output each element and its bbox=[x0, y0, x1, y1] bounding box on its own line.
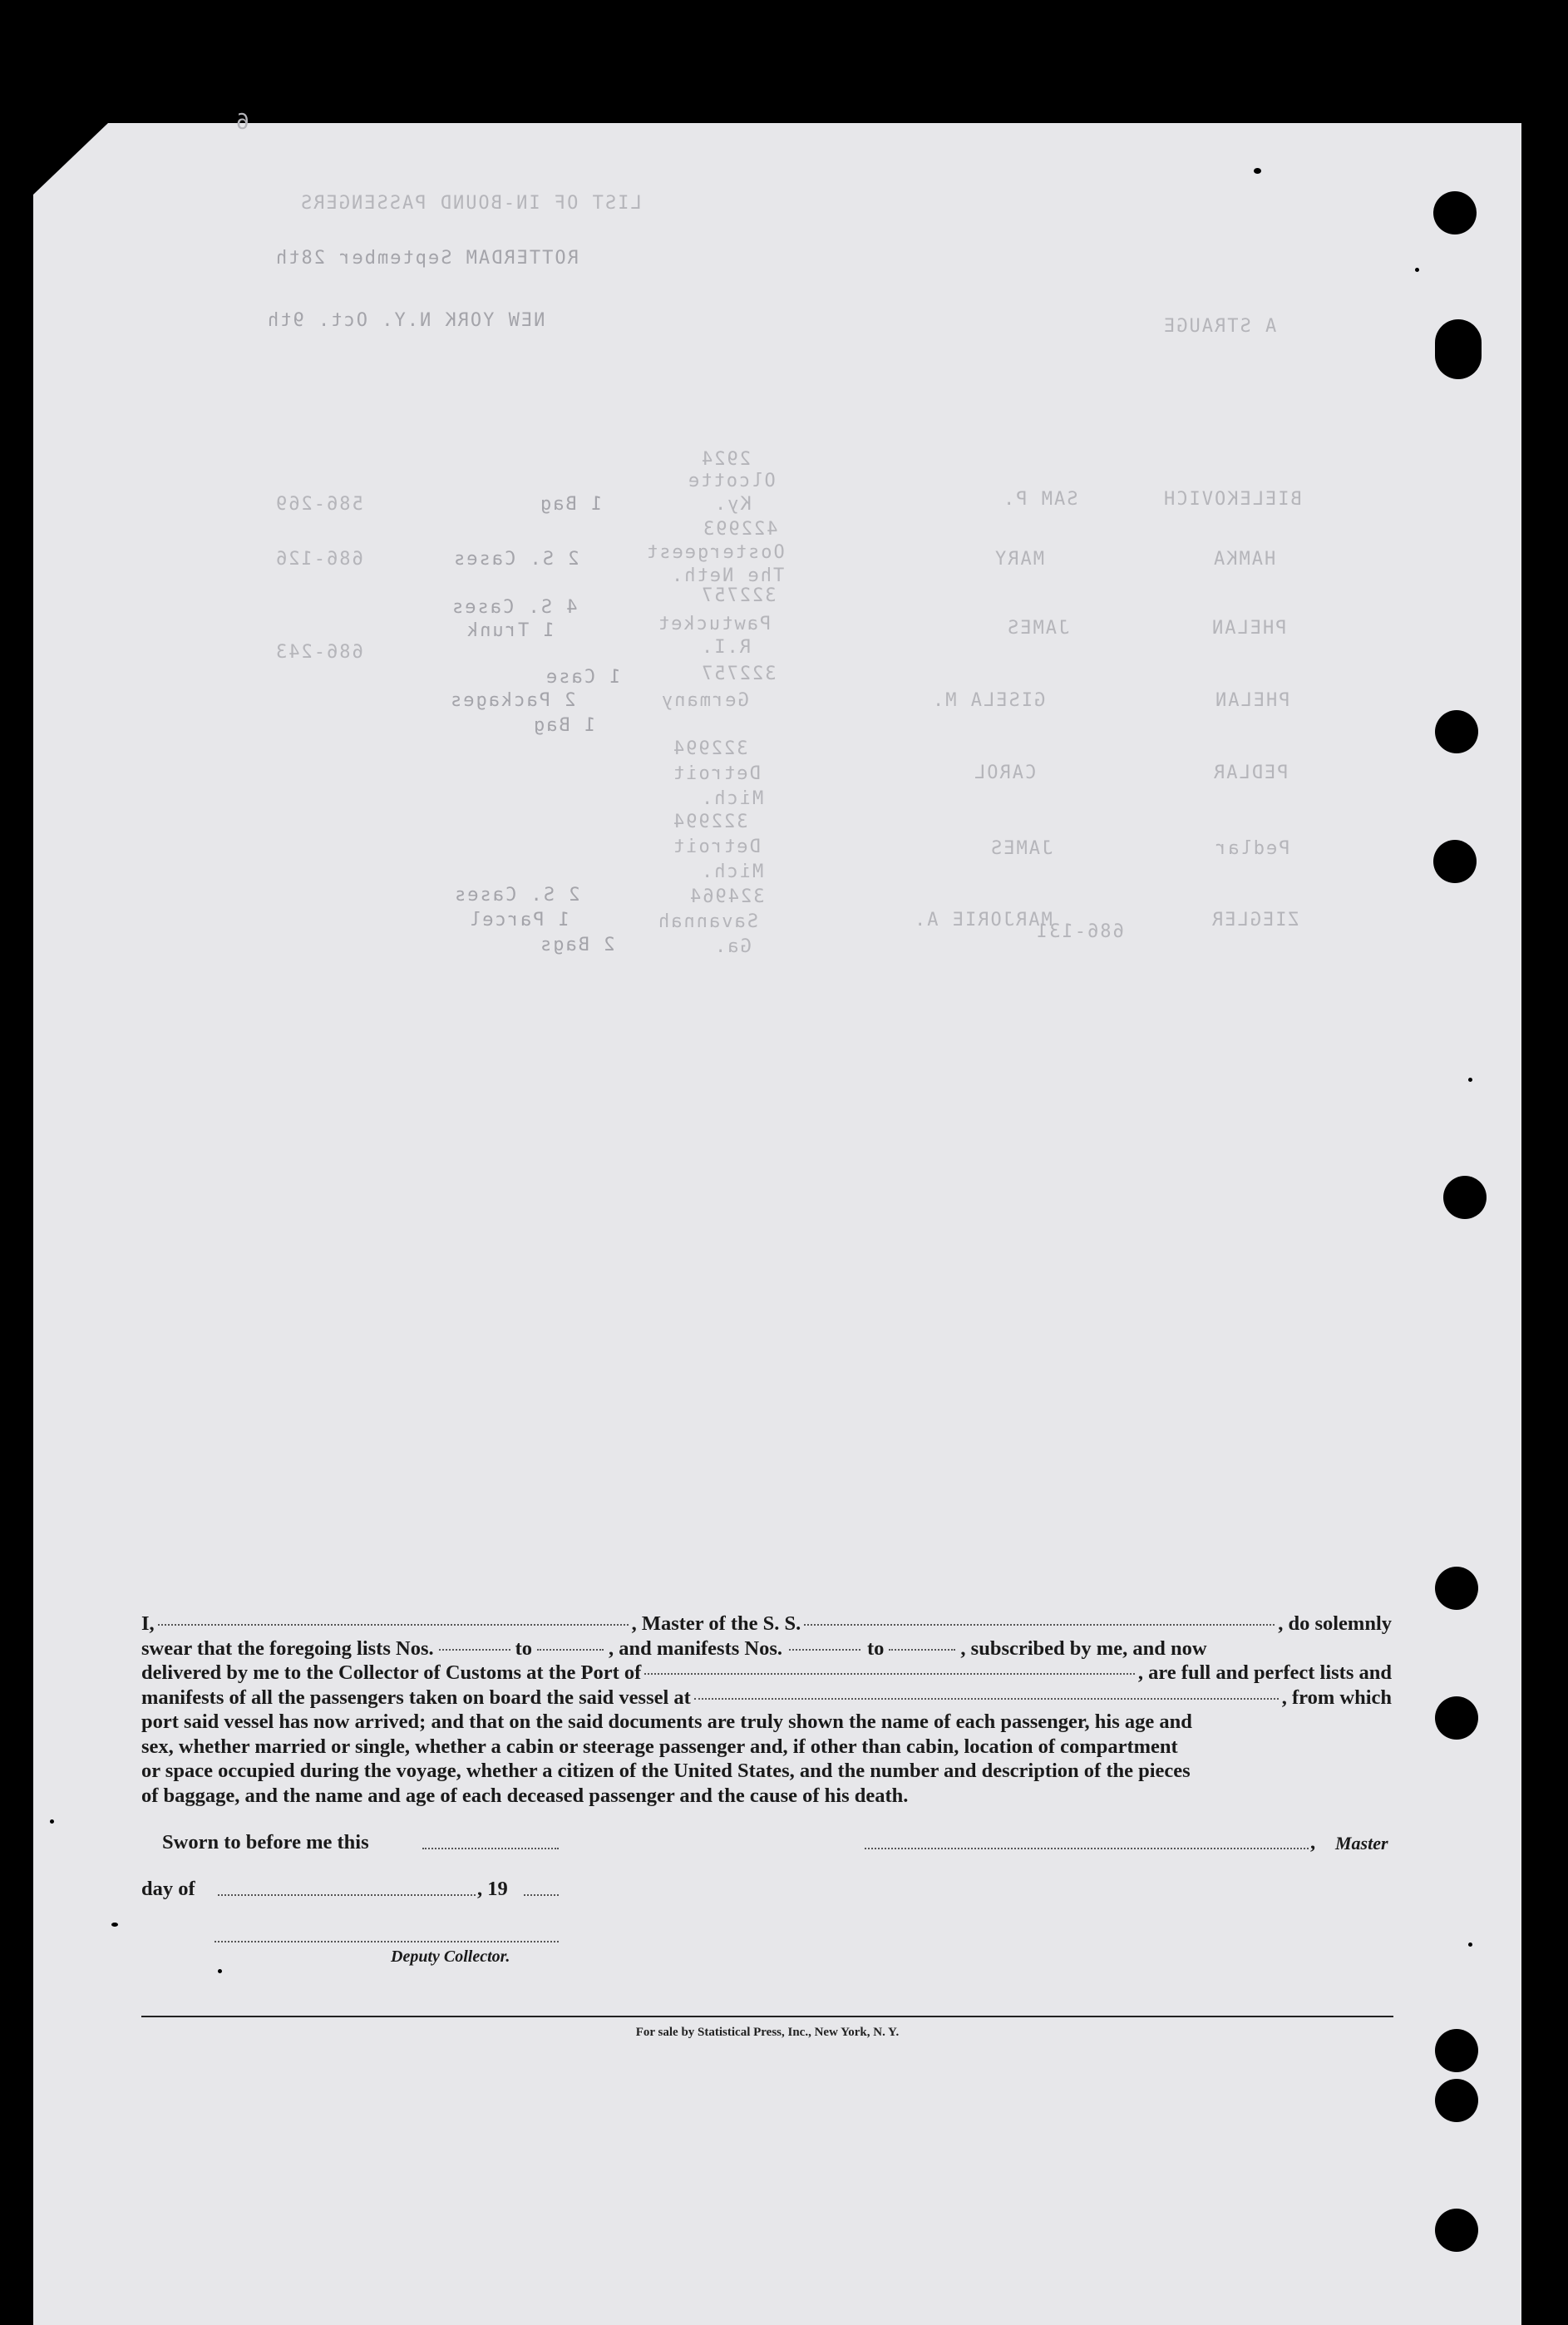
oath-text: to bbox=[867, 1636, 885, 1660]
passenger-baggage: 1 Case bbox=[545, 667, 621, 688]
passenger-given-name: JAMES bbox=[989, 838, 1053, 859]
master-name-field[interactable] bbox=[158, 1624, 629, 1626]
port-of-arrival-field[interactable] bbox=[644, 1673, 1135, 1675]
sworn-date-field[interactable] bbox=[422, 1848, 559, 1849]
passenger-baggage: 1 Parcel bbox=[468, 910, 570, 930]
punch-hole bbox=[1443, 1176, 1487, 1219]
header-title: LIST OF IN-BOUND PASSENGERS bbox=[299, 193, 642, 214]
oath-line-1 bbox=[141, 1612, 1392, 1636]
passenger-given-name: GISELA M. bbox=[931, 690, 1046, 711]
passenger-address-line: Ky. bbox=[713, 494, 752, 515]
punch-hole bbox=[1435, 2209, 1478, 2252]
speck bbox=[1468, 1942, 1472, 1947]
deputy-signature-field[interactable] bbox=[214, 1941, 559, 1942]
passenger-address-line: Germany bbox=[660, 690, 749, 711]
passenger-address-line: 2924 bbox=[700, 449, 751, 470]
oath-text: , are full and perfect lists and bbox=[1137, 1661, 1392, 1684]
passenger-address-line: Detroit bbox=[672, 763, 761, 784]
passenger-baggage: 2 Bags bbox=[539, 935, 615, 955]
speck bbox=[1415, 268, 1419, 272]
passenger-address-line: 322994 bbox=[672, 812, 748, 832]
passenger-address-line: 322994 bbox=[672, 738, 748, 759]
speck bbox=[50, 1819, 54, 1824]
passenger-address-line: 324964 bbox=[688, 886, 765, 907]
passenger-surname: PHELAN bbox=[1214, 690, 1290, 711]
oath-text: I, bbox=[141, 1612, 155, 1635]
oath-text: to bbox=[515, 1636, 533, 1660]
list-from-field[interactable] bbox=[439, 1649, 510, 1651]
manifest-sheet bbox=[33, 123, 1521, 2325]
punch-hole bbox=[1433, 191, 1477, 234]
oath-text: , do solemnly bbox=[1278, 1612, 1392, 1635]
oath-line-2 bbox=[141, 1636, 1392, 1661]
passenger-baggage: 1 Bag bbox=[539, 494, 603, 515]
passenger-ref: 686-126 bbox=[274, 549, 363, 570]
passenger-address-line: R.I. bbox=[700, 637, 751, 658]
passenger-address-line: Mich. bbox=[700, 861, 764, 882]
passenger-given-name: MARJORIE A. bbox=[913, 910, 1053, 930]
port-of-departure-field[interactable] bbox=[694, 1698, 1279, 1700]
passenger-ref: 686-131 bbox=[1035, 921, 1124, 942]
passenger-baggage: 4 S. Cases bbox=[451, 597, 578, 618]
oath-line-3 bbox=[141, 1661, 1392, 1686]
header-class-tag: A STRAUGE bbox=[1162, 316, 1277, 337]
passenger-address-line: Mich. bbox=[700, 788, 764, 809]
passenger-address-line: Oostergeest bbox=[645, 542, 785, 563]
speck bbox=[1254, 168, 1261, 174]
passenger-surname: Pedlar bbox=[1214, 838, 1290, 859]
passenger-ref: 686-243 bbox=[274, 642, 363, 663]
header-ship: NEW YORK N.Y. Oct. 9th bbox=[266, 310, 545, 331]
header-port: ROTTERDAM September 28th bbox=[274, 248, 579, 269]
year-prefix: , 19 bbox=[477, 1878, 508, 1900]
punch-hole bbox=[1435, 1567, 1478, 1610]
oath-text: , subscribed by me, and now bbox=[960, 1636, 1207, 1660]
passenger-surname: PHELAN bbox=[1211, 618, 1287, 639]
master-label: Master bbox=[1335, 1833, 1388, 1854]
manifest-to-field[interactable] bbox=[889, 1649, 955, 1651]
passenger-baggage: 2 Packages bbox=[449, 690, 576, 711]
day-month-field[interactable] bbox=[218, 1894, 476, 1896]
punch-hole bbox=[1433, 840, 1477, 883]
deputy-collector-label: Deputy Collector. bbox=[391, 1947, 510, 1966]
passenger-given-name: CAROL bbox=[973, 763, 1037, 783]
passenger-given-name: JAMES bbox=[1006, 618, 1070, 639]
manifest-from-field[interactable] bbox=[789, 1649, 860, 1651]
passenger-surname: PEDLAR bbox=[1212, 763, 1289, 783]
oath-line-7: or space occupied during the voyage, whether a citizen of the United States, and the number and description of the pieces bbox=[141, 1760, 1191, 1782]
passenger-given-name: SAM P. bbox=[1002, 489, 1078, 510]
punch-hole bbox=[1435, 2029, 1478, 2072]
printer-imprint: For sale by Statistical Press, Inc., New York, N. Y. bbox=[635, 2026, 900, 2039]
oath-line-8: of baggage, and the name and age of each deceased passenger and the cause of his death. bbox=[141, 1784, 909, 1807]
passenger-address-line: 322757 bbox=[700, 585, 777, 606]
oath-line-5: port said vessel has now arrived; and that on the said documents are truly shown the name of each passenger, his age and bbox=[141, 1710, 1192, 1733]
passenger-address-line: 322757 bbox=[700, 664, 777, 684]
passenger-address-line: 422993 bbox=[702, 519, 778, 540]
sworn-label: Sworn to before me this bbox=[162, 1831, 369, 1854]
oath-text: swear that the foregoing lists Nos. bbox=[141, 1636, 434, 1660]
passenger-given-name: MARY bbox=[994, 549, 1044, 570]
oath-line-4 bbox=[141, 1686, 1392, 1710]
passenger-surname: ZIEGLER bbox=[1211, 910, 1299, 930]
master-signature-field[interactable] bbox=[865, 1848, 1309, 1849]
ship-name-field[interactable] bbox=[804, 1624, 1275, 1626]
speck bbox=[1468, 1078, 1472, 1082]
year-field[interactable] bbox=[524, 1894, 559, 1896]
passenger-baggage: 1 Trunk bbox=[466, 620, 555, 641]
passenger-surname: BIELEKOVICH bbox=[1162, 489, 1302, 510]
oath-text: delivered by me to the Collector of Customs at the Port of bbox=[141, 1661, 642, 1684]
oath-text: , and manifests Nos. bbox=[609, 1636, 782, 1660]
footer-rule bbox=[141, 2016, 1393, 2017]
passenger-baggage: 2 S. Cases bbox=[452, 549, 579, 570]
speck bbox=[111, 1923, 118, 1927]
punch-hole bbox=[1435, 2079, 1478, 2122]
passenger-address-line: Detroit bbox=[672, 837, 761, 857]
passenger-surname: HAMKA bbox=[1212, 549, 1276, 570]
master-comma: , bbox=[1310, 1831, 1316, 1854]
passenger-baggage: 2 S. Cases bbox=[453, 885, 580, 906]
oath-text: , from which bbox=[1281, 1686, 1392, 1709]
punch-hole bbox=[1435, 1696, 1478, 1740]
punch-hole bbox=[1435, 710, 1478, 753]
passenger-address-line: Ga. bbox=[713, 936, 752, 957]
oath-line-6: sex, whether married or single, whether a cabin or steerage passenger and, if other than cabin, location of compartment bbox=[141, 1735, 1178, 1758]
passenger-baggage: 1 Bag bbox=[532, 715, 596, 736]
oath-text: manifests of all the passengers taken on board the said vessel at bbox=[141, 1686, 691, 1709]
master-oath bbox=[141, 1612, 1392, 1808]
passenger-address-line: Pawtucket bbox=[657, 614, 772, 634]
oath-text: , Master of the S. S. bbox=[631, 1612, 801, 1635]
page-number: 6 bbox=[234, 110, 249, 135]
passenger-address-line: Savannah bbox=[657, 911, 758, 932]
punch-hole bbox=[1435, 319, 1482, 379]
day-of-label: day of bbox=[141, 1878, 195, 1900]
passenger-address-line: The Neth. bbox=[670, 565, 785, 586]
speck bbox=[218, 1969, 222, 1973]
passenger-address-line: Olcotte bbox=[687, 471, 776, 491]
passenger-ref: 586-269 bbox=[274, 494, 363, 515]
list-to-field[interactable] bbox=[537, 1649, 604, 1651]
